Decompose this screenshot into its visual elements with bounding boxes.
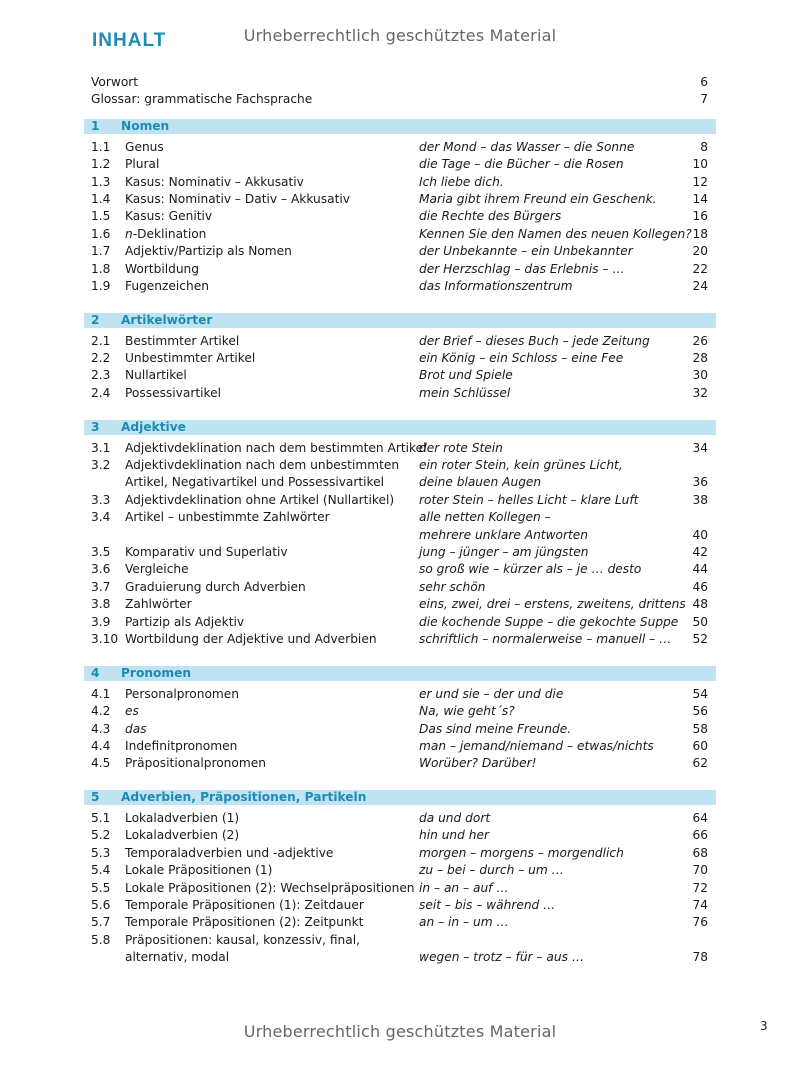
entry-page: 16 (692, 209, 708, 224)
toc-entry[interactable] (84, 243, 716, 260)
entry-label (125, 880, 415, 897)
entry-example: sehr schön (419, 579, 486, 594)
entry-number: 3.3 (91, 492, 111, 507)
entry-label-text: Adjektivdeklination ohne Artikel (Nullartikel) (125, 492, 395, 507)
entry-example: seit – bis – während … (419, 898, 556, 913)
entry-number: 3.5 (91, 544, 111, 559)
entry-number: 3.9 (91, 614, 111, 629)
entry-page: 54 (692, 686, 708, 701)
entry-example: roter Stein – helles Licht – klare Luft (419, 492, 639, 507)
entry-number: 4.1 (91, 686, 111, 701)
entry-label-text: Kasus: Nominativ – Dativ – Akkusativ (125, 191, 350, 206)
entry-example: schriftlich – normalerweise – manuell – … (419, 631, 672, 646)
toc-entry[interactable] (84, 350, 716, 367)
entry-number: 3.6 (91, 562, 111, 577)
entry-example: hin und her (419, 828, 490, 843)
entry-number: 1.6 (91, 226, 111, 241)
toc-entry[interactable] (84, 333, 716, 350)
entry-example: Maria gibt ihrem Freund ein Geschenk. (419, 191, 657, 206)
entry-label-text: Personalpronomen (125, 686, 240, 701)
entry-label (125, 862, 272, 879)
entry-label (125, 845, 333, 862)
entry-number: 2.2 (91, 351, 111, 366)
entry-example: der rote Stein (419, 440, 503, 455)
entry-label (125, 631, 377, 648)
entry-page: 30 (692, 368, 708, 383)
entry-number: 4.2 (91, 704, 111, 719)
toc-entry[interactable] (84, 579, 716, 596)
entry-page: 14 (692, 191, 708, 206)
toc-entry[interactable] (84, 561, 716, 578)
entry-example: ein roter Stein, kein grünes Licht, (419, 458, 623, 473)
entry-label (125, 897, 364, 914)
entry-label (125, 561, 189, 578)
entry-page: 36 (692, 475, 708, 490)
entry-number: 2.3 (91, 368, 111, 383)
entry-example: Ich liebe dich. (419, 174, 504, 189)
toc-entry[interactable] (84, 527, 716, 544)
entry-number: 4.5 (91, 756, 111, 771)
chapter-header[interactable] (84, 420, 716, 435)
toc-entry[interactable] (84, 755, 716, 772)
entry-page: 76 (692, 915, 708, 930)
entry-label-text: Genus (125, 139, 164, 154)
entry-example: er und sie – der und die (419, 686, 564, 701)
entry-label (125, 579, 306, 596)
chapter-number: 1 (91, 118, 100, 133)
entry-label-text: -Deklination (132, 226, 207, 241)
entry-page: 12 (692, 174, 708, 189)
entry-label-text: Plural (125, 157, 160, 172)
toc-entry[interactable] (84, 932, 716, 949)
entry-example: der Herzschlag – das Erlebnis – … (419, 261, 625, 276)
chapter-title: Adjektive (121, 419, 186, 434)
entry-page: 48 (692, 597, 708, 612)
entry-label (125, 261, 199, 278)
chapter-title: Pronomen (121, 665, 192, 680)
entry-number: 5.5 (91, 880, 111, 895)
entry-label-text: Präpositionen: kausal, konzessiv, final, (125, 932, 360, 947)
entry-label (125, 333, 239, 350)
entry-label-text: Lokaladverbien (1) (125, 811, 240, 826)
entry-label-text: Unbestimmter Artikel (125, 351, 256, 366)
toc-front-row[interactable] (84, 74, 716, 91)
entry-label-text: Vergleiche (125, 562, 189, 577)
entry-page: 74 (692, 898, 708, 913)
entry-label-text: Lokale Präpositionen (2): Wechselpräpositionen (125, 880, 415, 895)
entry-label (125, 827, 239, 844)
page-title: INHALT (92, 30, 167, 51)
toc-entry[interactable] (84, 880, 716, 897)
entry-example: in – an – auf … (419, 880, 509, 895)
watermark-bottom: Urheberrechtlich geschütztes Material (243, 1022, 557, 1041)
entry-label-text: Temporale Präpositionen (2): Zeitpunkt (125, 915, 364, 930)
toc-entry[interactable] (84, 492, 716, 509)
toc-entry[interactable] (84, 208, 716, 225)
entry-page: 24 (692, 278, 708, 293)
toc-front-row[interactable] (84, 91, 716, 108)
entry-number: 3.8 (91, 597, 111, 612)
chapter-number: 3 (91, 419, 100, 434)
toc-entry[interactable] (84, 544, 716, 561)
entry-number: 1.8 (91, 261, 111, 276)
entry-label (125, 474, 384, 491)
entry-label-text: Possessivartikel (125, 385, 222, 400)
entry-number: 1.4 (91, 191, 111, 206)
chapter-number: 2 (91, 312, 100, 327)
entry-label (125, 174, 304, 191)
entry-example: die kochende Suppe – die gekochte Suppe (419, 614, 679, 629)
entry-example: mein Schlüssel (419, 385, 511, 400)
entry-number: 3.7 (91, 579, 111, 594)
toc-entry[interactable] (84, 385, 716, 402)
entry-label-text: Bestimmter Artikel (125, 333, 240, 348)
entry-example: die Rechte des Bürgers (419, 209, 562, 224)
entry-page: 28 (692, 351, 708, 366)
entry-label (125, 810, 239, 827)
chapter-header[interactable] (84, 666, 716, 681)
toc-label: Vorwort (91, 75, 139, 89)
entry-number: 4.4 (91, 738, 111, 753)
toc-entry[interactable] (84, 139, 716, 156)
toc-entry[interactable] (84, 810, 716, 827)
entry-page: 18 (692, 226, 708, 241)
watermark-top: Urheberrechtlich geschütztes Material (243, 26, 557, 45)
entry-label (125, 686, 239, 703)
toc-entry[interactable] (84, 474, 716, 491)
entry-label-text: Lokale Präpositionen (1) (125, 863, 273, 878)
entry-number: 5.3 (91, 845, 111, 860)
toc-entry[interactable] (84, 686, 716, 703)
toc-entry[interactable] (84, 614, 716, 631)
entry-label (125, 509, 330, 526)
entry-number: 1.5 (91, 209, 111, 224)
entry-label (125, 208, 212, 225)
chapter-list (84, 119, 716, 967)
entry-label (125, 703, 139, 720)
entry-label-text: Artikel, Negativartikel und Possessivartikel (125, 475, 385, 490)
entry-label-text: Artikel – unbestimmte Zahlwörter (125, 510, 330, 525)
toc-entry[interactable] (84, 914, 716, 931)
entry-number: 2.1 (91, 333, 111, 348)
entry-page: 66 (692, 828, 708, 843)
entry-label (125, 278, 209, 295)
entry-page: 58 (692, 721, 708, 736)
entry-number: 1.3 (91, 174, 111, 189)
entry-label-italic: das (125, 721, 147, 736)
entry-page: 72 (692, 880, 708, 895)
entry-example: mehrere unklare Antworten (419, 527, 589, 542)
toc-entry[interactable] (84, 261, 716, 278)
chapter-header[interactable] (84, 313, 716, 328)
entry-example: so groß wie – kürzer als – je … desto (419, 562, 642, 577)
entry-page: 8 (700, 139, 708, 154)
entry-label (125, 139, 164, 156)
entry-example: Na, wie geht´s? (419, 704, 515, 719)
entry-label (125, 350, 255, 367)
entry-label-text: Wortbildung (125, 261, 200, 276)
toc-entry[interactable] (84, 174, 716, 191)
entry-label-text: Adjektivdeklination nach dem unbestimmten (125, 458, 400, 473)
entry-label-text: Adjektivdeklination nach dem bestimmten Artikel (125, 440, 427, 455)
toc-entry[interactable] (84, 949, 716, 966)
entry-page: 70 (692, 863, 708, 878)
entry-label-text: Adjektiv/Partizip als Nomen (125, 244, 292, 259)
entry-example: da und dort (419, 811, 491, 826)
entry-page: 10 (692, 157, 708, 172)
entry-number: 5.2 (91, 828, 111, 843)
entry-example: das Informationszentrum (419, 278, 573, 293)
entry-label (125, 457, 399, 474)
entry-page: 46 (692, 579, 708, 594)
entry-example: die Tage – die Bücher – die Rosen (419, 157, 624, 172)
entry-label (125, 156, 159, 173)
entry-label-text: Indefinitpronomen (125, 738, 238, 753)
toc-entry[interactable] (84, 738, 716, 755)
entry-label-text: Partizip als Adjektiv (125, 614, 245, 629)
toc-entry[interactable] (84, 226, 716, 243)
entry-number: 3.4 (91, 510, 111, 525)
toc-page: 6 (700, 75, 708, 89)
entry-label (125, 385, 221, 402)
entry-example: Brot und Spiele (419, 368, 513, 383)
entry-number: 3.1 (91, 440, 111, 455)
entry-label (125, 544, 288, 561)
entry-number: 5.1 (91, 811, 111, 826)
entry-example: Worüber? Darüber! (419, 756, 537, 771)
entry-label-text: alternativ, modal (125, 950, 230, 965)
entry-number: 2.4 (91, 385, 111, 400)
toc-entry[interactable] (84, 278, 716, 295)
toc-entry[interactable] (84, 631, 716, 648)
entry-number: 5.6 (91, 898, 111, 913)
entry-number: 5.8 (91, 932, 111, 947)
toc-entry[interactable] (84, 897, 716, 914)
entry-label (125, 755, 266, 772)
entry-label (125, 367, 187, 384)
toc-entry[interactable] (84, 509, 716, 526)
entry-example: alle netten Kollegen – (419, 510, 551, 525)
entry-example: der Brief – dieses Buch – jede Zeitung (419, 333, 650, 348)
entry-example: ein König – ein Schloss – eine Fee (419, 351, 624, 366)
toc-entry[interactable] (84, 367, 716, 384)
entry-example: man – jemand/niemand – etwas/nichts (419, 738, 654, 753)
entry-example: deine blauen Augen (419, 475, 542, 490)
entry-example: zu – bei – durch – um … (419, 863, 564, 878)
toc-entry[interactable] (84, 440, 716, 457)
toc-entry[interactable] (84, 721, 716, 738)
entry-page: 22 (692, 261, 708, 276)
entry-label (125, 721, 147, 738)
entry-page: 60 (692, 738, 708, 753)
entry-label-text: Kasus: Nominativ – Akkusativ (125, 174, 304, 189)
entry-label-italic: es (125, 704, 139, 719)
entry-page: 50 (692, 614, 708, 629)
entry-label (125, 738, 237, 755)
entry-example: eins, zwei, drei – erstens, zweitens, drittens (419, 597, 686, 612)
entry-page: 38 (692, 492, 708, 507)
entry-label (125, 492, 394, 509)
entry-page: 40 (692, 527, 708, 542)
entry-label (125, 191, 350, 208)
entry-example: der Mond – das Wasser – die Sonne (419, 139, 635, 154)
entry-page: 34 (692, 440, 708, 455)
entry-page: 78 (692, 950, 708, 965)
chapter-number: 5 (91, 790, 100, 805)
entry-label-italic: n (125, 226, 133, 241)
entry-number: 1.7 (91, 244, 111, 259)
toc-entry[interactable] (84, 156, 716, 173)
entry-label-text: Wortbildung der Adjektive und Adverbien (125, 631, 377, 646)
toc-entry[interactable] (84, 845, 716, 862)
entry-page: 20 (692, 244, 708, 259)
entry-label-text: Präpositionalpronomen (125, 756, 266, 771)
entry-label-text: Fugenzeichen (125, 278, 209, 293)
chapter-header[interactable] (84, 790, 716, 805)
entry-number: 1.9 (91, 278, 111, 293)
entry-label-text: Temporale Präpositionen (1): Zeitdauer (125, 898, 364, 913)
chapter-title: Artikelwörter (121, 312, 213, 327)
entry-page: 52 (692, 631, 708, 646)
toc-entry[interactable] (84, 703, 716, 720)
entry-page: 44 (692, 562, 708, 577)
entry-label-text: Graduierung durch Adverbien (125, 579, 306, 594)
entry-label (125, 932, 360, 949)
entry-label (125, 614, 244, 631)
entry-example: morgen – morgens – morgendlich (419, 845, 624, 860)
entry-label-text: Kasus: Genitiv (125, 209, 213, 224)
entry-page: 64 (692, 811, 708, 826)
entry-number: 5.7 (91, 915, 111, 930)
toc-entry[interactable] (84, 191, 716, 208)
chapter-title: Nomen (121, 118, 170, 133)
entry-number: 1.1 (91, 139, 111, 154)
entry-number: 3.10 (91, 631, 119, 646)
entry-page: 32 (692, 385, 708, 400)
entry-page: 42 (692, 544, 708, 559)
entry-label-text: Zahlwörter (125, 597, 192, 612)
entry-example: jung – jünger – am jüngsten (419, 544, 589, 559)
entry-label-text: Temporaladverbien und -adjektive (125, 845, 334, 860)
entry-label (125, 226, 206, 243)
toc-entry[interactable] (84, 596, 716, 613)
entry-label (125, 949, 229, 966)
entry-example: an – in – um … (419, 915, 509, 930)
entry-page: 68 (692, 845, 708, 860)
entry-example: der Unbekannte – ein Unbekannter (419, 244, 633, 259)
chapter-number: 4 (91, 665, 100, 680)
entry-number: 5.4 (91, 863, 111, 878)
entry-label (125, 243, 292, 260)
page-number: 3 (760, 1019, 768, 1033)
chapter-title: Adverbien, Präpositionen, Partikeln (121, 790, 367, 805)
entry-example: wegen – trotz – für – aus … (419, 950, 585, 965)
entry-label (125, 596, 192, 613)
entry-label-text: Komparativ und Superlativ (125, 544, 288, 559)
toc-page: 7 (700, 92, 708, 107)
entry-number: 1.2 (91, 157, 111, 172)
entry-example: Kennen Sie den Namen des neuen Kollegen? (419, 226, 692, 241)
toc-entry[interactable] (84, 827, 716, 844)
entry-example: Das sind meine Freunde. (419, 721, 572, 736)
entry-label-text: Lokaladverbien (2) (125, 828, 240, 843)
entry-label-text: Nullartikel (125, 368, 187, 383)
table-of-contents (84, 74, 716, 967)
entry-page: 26 (692, 333, 708, 348)
entry-label (125, 914, 363, 931)
entry-number: 3.2 (91, 458, 111, 473)
entry-page: 62 (692, 756, 708, 771)
entry-number: 4.3 (91, 721, 111, 736)
toc-entry[interactable] (84, 862, 716, 879)
entry-page: 56 (692, 704, 708, 719)
toc-label: Glossar: grammatische Fachsprache (91, 92, 313, 107)
toc-entry[interactable] (84, 457, 716, 474)
entry-label (125, 440, 427, 457)
chapter-header[interactable] (84, 119, 716, 134)
